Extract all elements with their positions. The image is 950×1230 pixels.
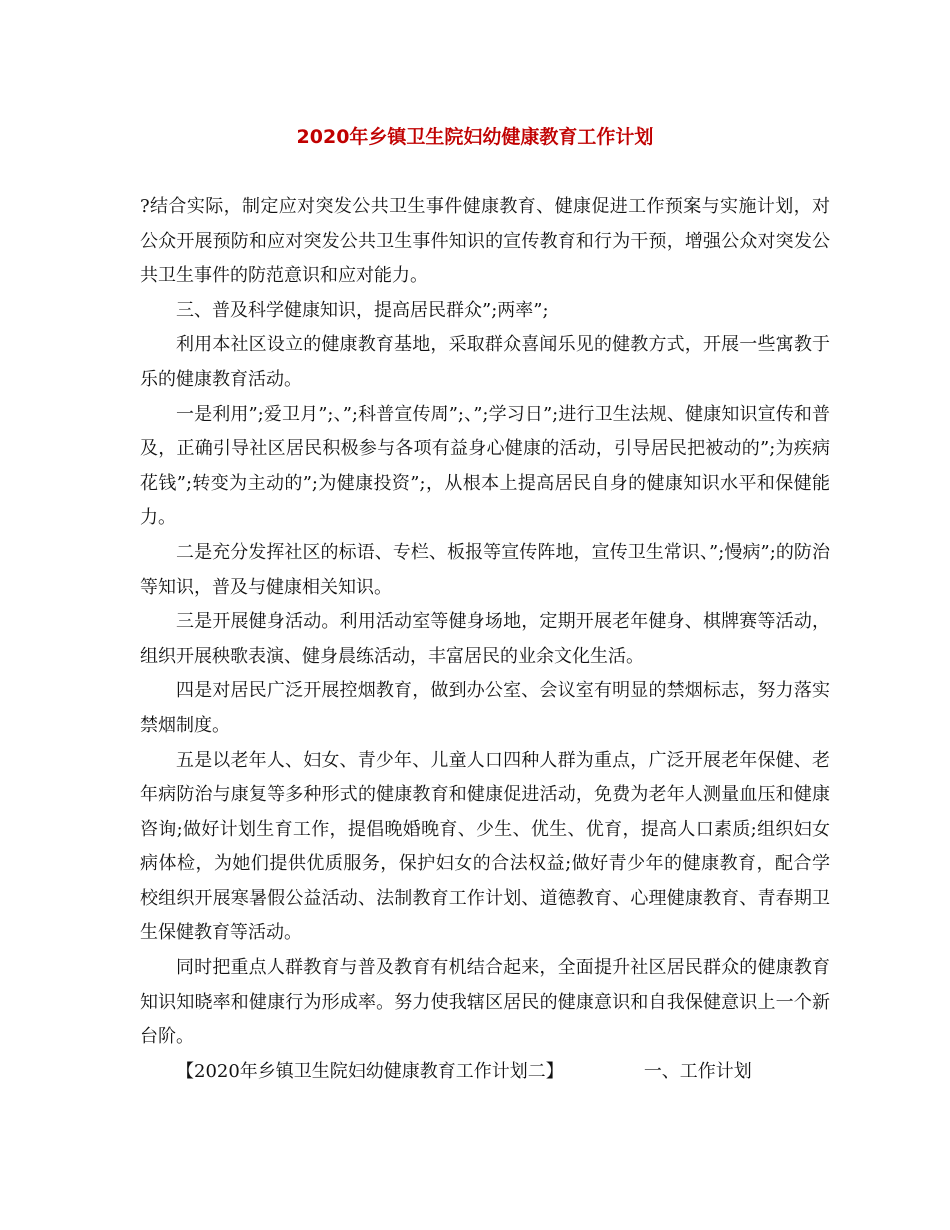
section-heading: 一、工作计划 [643,1060,752,1082]
paragraph-1: ?结合实际，制定应对突发公共卫生事件健康教育、健康促进工作预案与实施计划，对公众开展预防和应对突发公共卫生事件知识的宣传教育和行为干预，增强公众对突发公共卫生事件的防范意识和应对能力。 [140,196,830,287]
next-plan-heading: 【2020年乡镇卫生院妇幼健康教育工作计划二】 [176,1060,564,1082]
paragraph-8: 五是以老年人、妇女、青少年、儿童人口四种人群为重点，广泛开展老年保健、老年病防治与康复等多种形式的健康教育和健康促进活动，免费为老年人测量血压和健康咨询;做好计划生育工作，提倡晚婚晚育、少生、优生、优育，提高人口素质;组织妇女病体检，为她们提供优质服务，保护妇女的合法权益;做好青少年的健康教育，配合学校组织开展寒暑假公益活动、法制教育工作计划、道德教育、心理健康教育、青春期卫生保健教育等活动。 [140,749,830,944]
paragraph-4: 一是利用”;爱卫月”;、”;科普宣传周”;、”;学习日”;进行卫生法规、健康知识宣传和普及，正确引导社区居民积极参与各项有益身心健康的活动，引导居民把被动的”;为疾病花钱”;转变为主动的”;为健康投资”;，从根本上提高居民自身的健康知识水平和保健能力。 [140,403,830,529]
paragraph-9: 同时把重点人群教育与普及教育有机结合起来，全面提升社区居民群众的健康教育知识知晓率和健康行为形成率。努力使我辖区居民的健康意识和自我保健意识上一个新台阶。 [140,957,830,1048]
paragraph-6: 三是开展健身活动。利用活动室等健身场地，定期开展老年健身、棋牌赛等活动，组织开展秧歌表演、健身晨练活动，丰富居民的业余文化生活。 [140,611,830,667]
paragraph-2: 三、普及科学健康知识，提高居民群众”;两率”; [176,299,549,321]
paragraph-7: 四是对居民广泛开展控烟教育，做到办公室、会议室有明显的禁烟标志，努力落实禁烟制度。 [140,680,830,736]
document-body [140,190,830,1089]
paragraph-5: 二是充分发挥社区的标语、专栏、板报等宣传阵地，宣传卫生常识、”;慢病”;的防治等知识，普及与健康相关知识。 [140,541,830,598]
paragraph-3: 利用本社区设立的健康教育基地，采取群众喜闻乐见的健教方式，开展一些寓教于乐的健康教育活动。 [140,334,830,390]
spacer [564,1055,608,1090]
closing-line [140,1055,830,1090]
document-title: 2020年乡镇卫生院妇幼健康教育工作计划 [296,126,654,148]
